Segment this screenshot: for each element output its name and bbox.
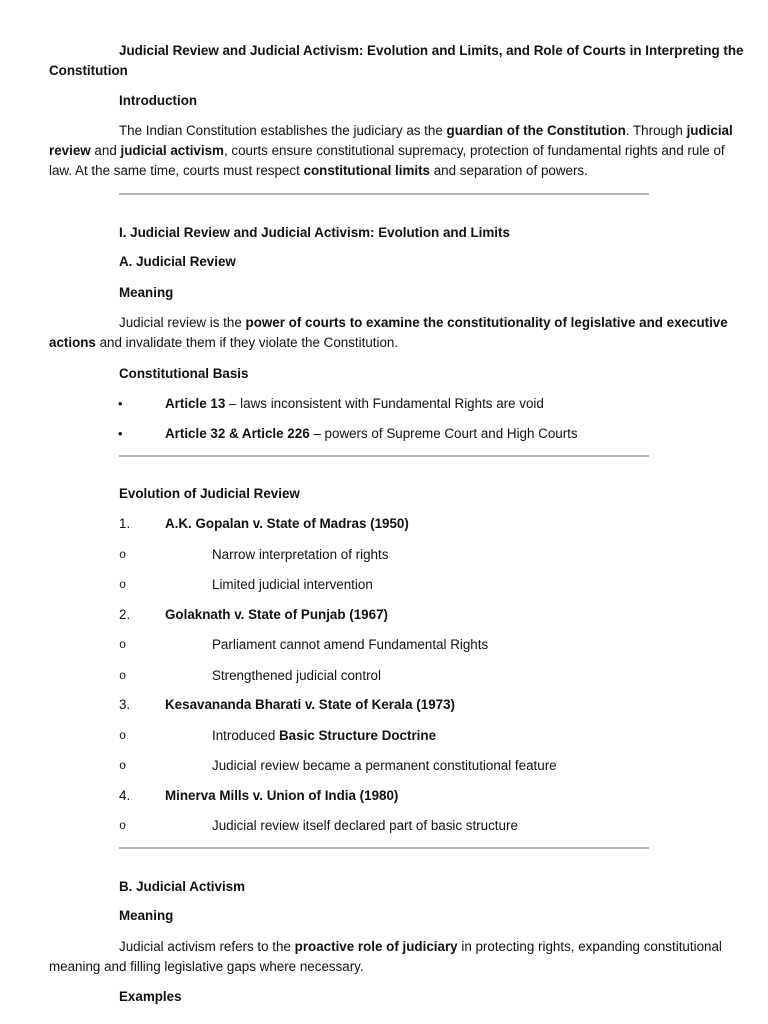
intro-bold-3: judicial activism	[120, 143, 224, 158]
section-1-heading: I. Judicial Review and Judicial Activism: Evolution and Limits	[119, 225, 510, 240]
case-title: Golaknath v. State of Punjab (1967)	[165, 607, 388, 622]
case-title: Kesavananda Bharati v. State of Kerala (1973)	[165, 697, 456, 712]
case-point: Judicial review itself declared part of basic structure	[212, 818, 518, 833]
meaning-text-1: Judicial review is the	[119, 315, 246, 330]
activism-text-2: in protecting rights, expanding constitutional meaning and filling legislative gaps where necessary.	[49, 939, 722, 974]
article-label: Article 32 & Article 226	[165, 426, 310, 441]
list-item	[0, 394, 768, 414]
case-point: Strengthened judicial control	[212, 668, 381, 683]
examples-heading: Examples	[119, 989, 182, 1004]
subsection-b-heading: B. Judicial Activism	[119, 879, 246, 894]
activism-text-1: Judicial activism refers to the	[119, 939, 295, 954]
case-point-bold: Basic Structure Doctrine	[279, 728, 437, 743]
case-title: Minerva Mills v. Union of India (1980)	[165, 788, 399, 803]
intro-text-2: . Through	[625, 123, 687, 138]
activism-bold: proactive role of judiciary	[294, 939, 458, 954]
sub-list-item	[0, 635, 768, 655]
subsection-a-heading: A. Judicial Review	[119, 254, 236, 269]
sub-bullet-marker: o	[119, 819, 127, 833]
list-number: 1.	[119, 516, 131, 531]
sub-bullet-marker: o	[119, 759, 127, 773]
meaning-text-2: and invalidate them if they violate the Constitution.	[95, 335, 399, 350]
introduction-paragraph	[49, 121, 749, 181]
list-item	[0, 786, 768, 806]
list-number: 4.	[119, 788, 131, 803]
case-title: A.K. Gopalan v. State of Madras (1950)	[165, 516, 409, 531]
intro-text-4: , courts ensure constitutional supremacy, protection of fundamental rights and rule of law. At the same time, courts must respect	[49, 143, 725, 178]
evolution-heading: Evolution of Judicial Review	[119, 486, 300, 501]
meaning-bold: power of courts to examine the constitutionality of legislative and executive actions	[49, 315, 728, 350]
sub-bullet-marker: o	[119, 578, 127, 592]
list-item	[0, 514, 768, 534]
article-text: – laws inconsistent with Fundamental Rights are void	[225, 396, 544, 411]
intro-bold-1: guardian of the Constitution	[446, 123, 626, 138]
case-point: Judicial review became a permanent constitutional feature	[212, 758, 557, 773]
intro-bold-4: constitutional limits	[303, 163, 431, 178]
sub-bullet-marker: o	[119, 729, 127, 743]
list-item	[0, 605, 768, 625]
case-point: Narrow interpretation of rights	[212, 547, 389, 562]
case-point-text: Introduced	[212, 728, 279, 743]
list-number: 3.	[119, 697, 131, 712]
intro-text-1: The Indian Constitution establishes the judiciary as the	[119, 123, 447, 138]
judicial-activism-meaning-paragraph	[49, 937, 749, 977]
horizontal-divider	[119, 455, 649, 457]
sub-bullet-marker: o	[119, 638, 127, 652]
sub-list-item	[0, 726, 768, 746]
horizontal-divider	[119, 193, 649, 195]
judicial-review-meaning-paragraph	[49, 313, 749, 353]
document-title: Judicial Review and Judicial Activism: Evolution and Limits, and Role of Courts in Interpreting the Constitution	[49, 43, 744, 78]
sub-bullet-marker: o	[119, 669, 127, 683]
horizontal-divider	[119, 847, 649, 849]
meaning-heading: Meaning	[119, 285, 174, 300]
bullet-marker: •	[118, 396, 123, 411]
article-text: – powers of Supreme Court and High Courts	[309, 426, 578, 441]
sub-list-item	[0, 816, 768, 836]
meaning-heading: Meaning	[119, 908, 174, 923]
article-label: Article 13	[165, 396, 226, 411]
sub-list-item	[0, 575, 768, 595]
list-number: 2.	[119, 607, 131, 622]
case-point: Limited judicial intervention	[212, 577, 373, 592]
intro-text-3: and	[90, 143, 121, 158]
intro-text-5: and separation of powers.	[430, 163, 588, 178]
introduction-heading: Introduction	[119, 93, 198, 108]
list-item	[0, 424, 768, 444]
sub-list-item	[0, 666, 768, 686]
case-point: Parliament cannot amend Fundamental Rights	[212, 637, 489, 652]
bullet-marker: •	[118, 426, 123, 441]
list-item	[0, 695, 768, 715]
constitutional-basis-heading: Constitutional Basis	[119, 366, 249, 381]
case-point	[212, 726, 436, 746]
intro-bold-2: judicial review	[49, 123, 733, 158]
sub-list-item	[0, 756, 768, 776]
sub-list-item	[0, 545, 768, 565]
sub-bullet-marker: o	[119, 548, 127, 562]
